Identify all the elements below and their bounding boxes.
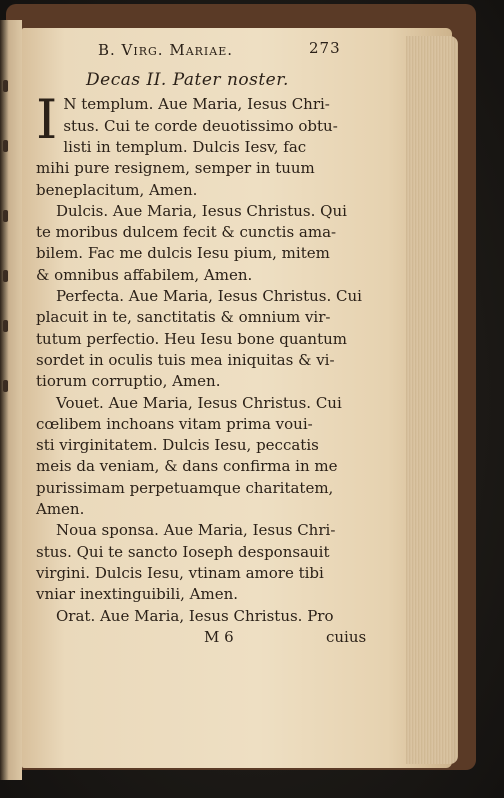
text-line: tutum perfectio. Heu Iesu bone quantum <box>36 329 348 348</box>
text-line: bilem. Fac me dulcis Iesu pium, mitem <box>36 244 330 263</box>
edge-mark <box>3 140 8 152</box>
text-line: N templum. Aue Maria, Iesus Chri- <box>63 95 330 114</box>
text-line: placuit in te, sanctitatis & omnium vir- <box>36 308 331 327</box>
text-line: tiorum corruptio, Amen. <box>36 372 221 391</box>
running-head <box>36 40 408 64</box>
text-line: mihi pure resignem, semper in tuum <box>36 159 315 178</box>
page-fore-edge <box>406 36 458 764</box>
text-line: Noua sponsa. Aue Maria, Iesus Chri- <box>56 521 336 540</box>
text-line: vniar inextinguibili, Amen. <box>36 585 239 604</box>
text-line: sti virginitatem. Dulcis Iesu, peccatis <box>36 436 319 455</box>
catchword: cuius <box>326 627 367 646</box>
text-line: Amen. <box>36 500 85 519</box>
text-line: sordet in oculis tuis mea iniquitas & vi- <box>36 350 335 369</box>
text-line: virgini. Dulcis Iesu, vtinam amore tibi <box>36 563 324 582</box>
drop-cap: I <box>36 88 58 152</box>
text-line: stus. Cui te corde deuotissimo obtu- <box>63 116 338 135</box>
signature-line <box>36 627 408 649</box>
edge-mark <box>3 270 8 282</box>
text-line: Vouet. Aue Maria, Iesus Christus. Cui <box>56 393 342 412</box>
text-line: Dulcis. Aue Maria, Iesus Christus. Qui <box>56 201 347 220</box>
text-line: meis da veniam, & dans confirma in me <box>36 457 338 476</box>
text-line: & omnibus affabilem, Amen. <box>36 265 253 284</box>
edge-mark <box>3 80 8 92</box>
edge-mark <box>3 320 8 332</box>
edge-mark <box>3 210 8 222</box>
text-line: Orat. Aue Maria, Iesus Christus. Pro <box>56 606 334 625</box>
signature-mark: M 6 <box>204 627 234 646</box>
page-number: 273 <box>309 39 341 57</box>
text-line: listi in templum. Dulcis Iesv, fac <box>63 137 307 156</box>
text-line: te moribus dulcem fecit & cunctis ama- <box>36 223 337 242</box>
previous-page-edge <box>0 20 22 780</box>
text-line: beneplacitum, Amen. <box>36 180 198 199</box>
running-title: B. Virg. Mariae. <box>98 41 234 59</box>
text-line: stus. Qui te sancto Ioseph desponsauit <box>36 542 330 561</box>
text-line: Perfecta. Aue Maria, Iesus Christus. Cui <box>56 287 362 306</box>
section-title: Decas II. Pater noster. <box>86 70 289 90</box>
text-line: cœlibem inchoans vitam prima voui- <box>36 414 313 433</box>
edge-mark <box>3 380 8 392</box>
page-text <box>36 40 408 649</box>
text-line: purissimam perpetuamque charitatem, <box>36 478 334 497</box>
